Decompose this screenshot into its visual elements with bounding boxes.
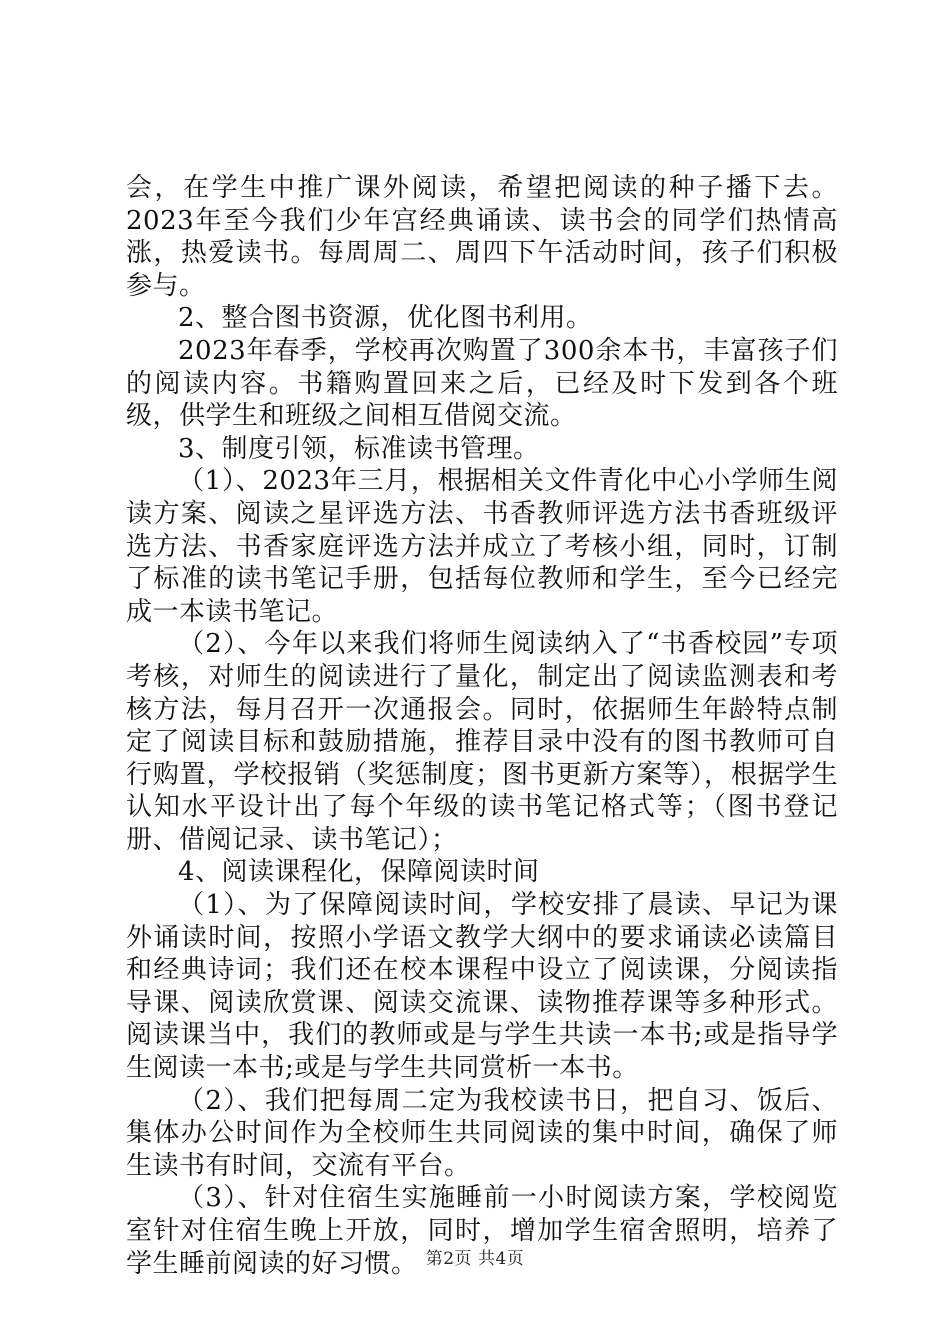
paragraph: （3）、针对住宿生实施睡前一小时阅读方案，学校阅览室针对住宿生晚上开放，同时，增加学生宿舍照明，培养了学生睡前阅读的好习惯。 bbox=[126, 1183, 838, 1279]
paragraph: （2）、我们把每周二定为我校读书日，把自习、饭后、集体办公时间作为全校师生共同阅读的集中时间，确保了师生读书有时间，交流有平台。 bbox=[126, 1085, 838, 1181]
paragraph: 会，在学生中推广课外阅读，希望把阅读的种子播下去。2023年至今我们少年宫经典诵读、读书会的同学们热情高涨，热爱读书。每周周二、周四下午活动时间，孩子们积极参与。 bbox=[126, 173, 838, 301]
section-heading: 4、阅读课程化，保障阅读时间 bbox=[178, 857, 540, 888]
document-body bbox=[126, 172, 838, 1280]
paragraph: （1）、为了保障阅读时间，学校安排了晨读、早记为课外诵读时间，按照小学语文教学大纲中的要求诵读必读篇目和经典诗词；我们还在校本课程中设立了阅读课，分阅读指导课、阅读欣赏课、阅读交流课、读物推荐课等多种形式。阅读课当中，我们的教师或是与学生共读一本书;或是指导学生阅读一本书;或是与学生共同赏析一本书。 bbox=[126, 890, 838, 1084]
page-footer: 第2页 共4页 bbox=[425, 1249, 525, 1269]
section-heading: 2、整合图书资源，优化图书利用。 bbox=[178, 303, 593, 334]
section-heading: 3、制度引领，标准读书管理。 bbox=[178, 433, 540, 464]
paragraph: （2）、今年以来我们将师生阅读纳入了“书香校园”专项考核，对师生的阅读进行了量化，制定出了阅读监测表和考核方法，每月召开一次通报会。同时，依据师生年龄特点制定了阅读目标和鼓励措施，推荐目录中没有的图书教师可自行购置，学校报销（奖惩制度；图书更新方案等），根据学生认知水平设计出了每个年级的读书笔记格式等；（图书登记册、借阅记录、读书笔记）； bbox=[126, 629, 838, 855]
paragraph: （1）、2023年三月，根据相关文件青化中心小学师生阅读方案、阅读之星评选方法、书香教师评选方法书香班级评选方法、书香家庭评选方法并成立了考核小组，同时，订制了标准的读书笔记手册，包括每位教师和学生，至今已经完成一本读书笔记。 bbox=[126, 466, 838, 627]
paragraph: 2023年春季，学校再次购置了300余本书，丰富孩子们的阅读内容。书籍购置回来之后，已经及时下发到各个班级，供学生和班级之间相互借阅交流。 bbox=[126, 335, 838, 432]
